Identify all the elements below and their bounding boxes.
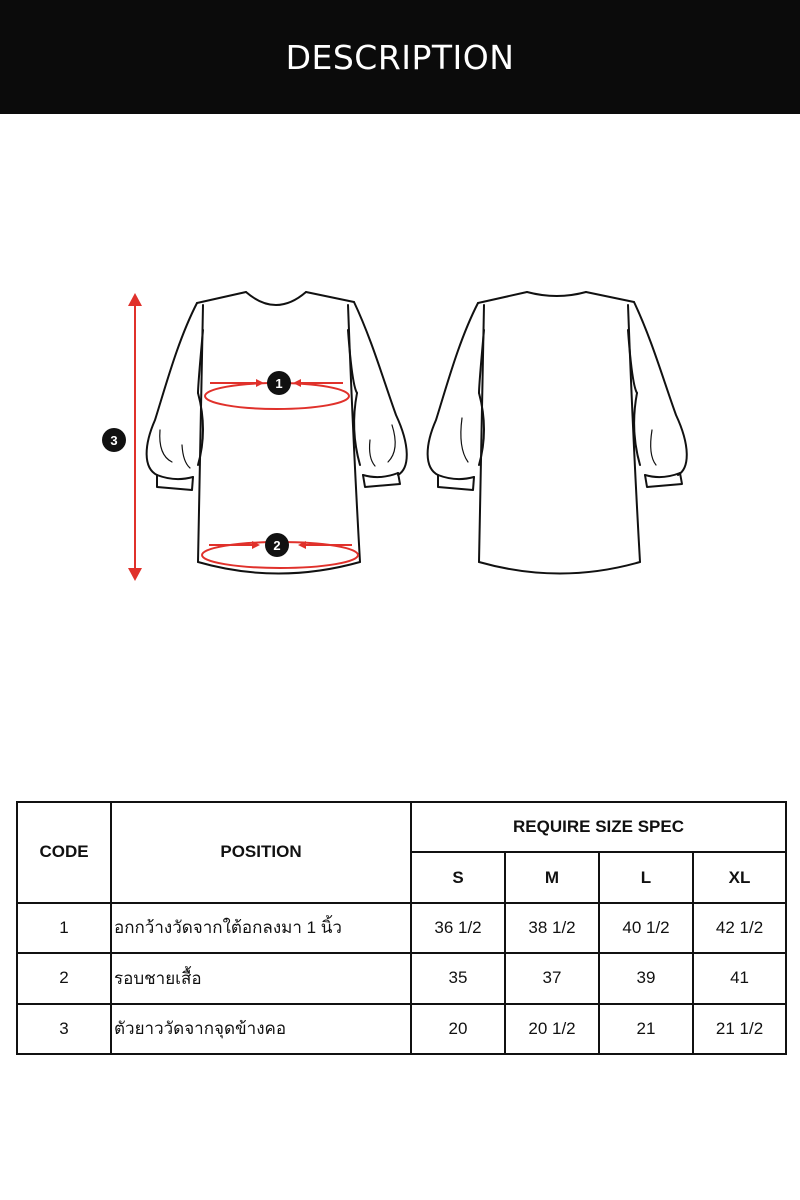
svg-text:3: 3 [110, 433, 118, 448]
page-title: DESCRIPTION [285, 37, 515, 77]
row-value-m: 20 1/2 [505, 1004, 599, 1054]
header-require-size-spec: REQUIRE SIZE SPEC [411, 802, 786, 852]
row-value-s: 20 [411, 1004, 505, 1054]
front-sleeve-left [147, 303, 197, 475]
header-size-s: S [411, 852, 505, 902]
row-value-xl: 41 [693, 953, 786, 1003]
table-row [17, 903, 786, 953]
header-position: POSITION [111, 802, 411, 903]
row-value-m: 37 [505, 953, 599, 1003]
header-size-xl: XL [693, 852, 786, 902]
front-shoulder-right [306, 292, 354, 302]
row-position: ตัวยาววัดจากจุดข้างคอ [111, 1004, 411, 1054]
back-view [428, 292, 687, 574]
marker-3 [102, 428, 126, 452]
row-value-s: 36 1/2 [411, 903, 505, 953]
table-row [17, 953, 786, 1003]
row-value-s: 35 [411, 953, 505, 1003]
row-value-l: 39 [599, 953, 693, 1003]
header-size-l: L [599, 852, 693, 902]
header-size-m: M [505, 852, 599, 902]
measure-length [128, 293, 142, 581]
svg-text:2: 2 [273, 538, 281, 553]
header-code: CODE [17, 802, 111, 903]
marker-1 [267, 371, 291, 395]
front-shoulder-left [197, 292, 246, 303]
table-header-row [17, 802, 786, 852]
svg-text:1: 1 [275, 376, 283, 391]
marker-2 [265, 533, 289, 557]
front-neckline [246, 292, 306, 305]
row-code: 2 [17, 953, 111, 1003]
back-hem [479, 562, 640, 574]
front-sleeve-right [354, 302, 407, 475]
row-value-l: 21 [599, 1004, 693, 1054]
table-row [17, 1004, 786, 1054]
row-value-xl: 21 1/2 [693, 1004, 786, 1054]
garment-illustration [0, 114, 800, 714]
front-view [147, 292, 407, 574]
size-spec-table [16, 801, 787, 1055]
row-position: รอบชายเสื้อ [111, 953, 411, 1003]
row-code: 3 [17, 1004, 111, 1054]
row-code: 1 [17, 903, 111, 953]
row-value-l: 40 1/2 [599, 903, 693, 953]
back-neckline [527, 292, 586, 296]
row-position: อกกว้างวัดจากใต้อกลงมา 1 นิ้ว [111, 903, 411, 953]
header-bar [0, 0, 800, 114]
row-value-xl: 42 1/2 [693, 903, 786, 953]
row-value-m: 38 1/2 [505, 903, 599, 953]
